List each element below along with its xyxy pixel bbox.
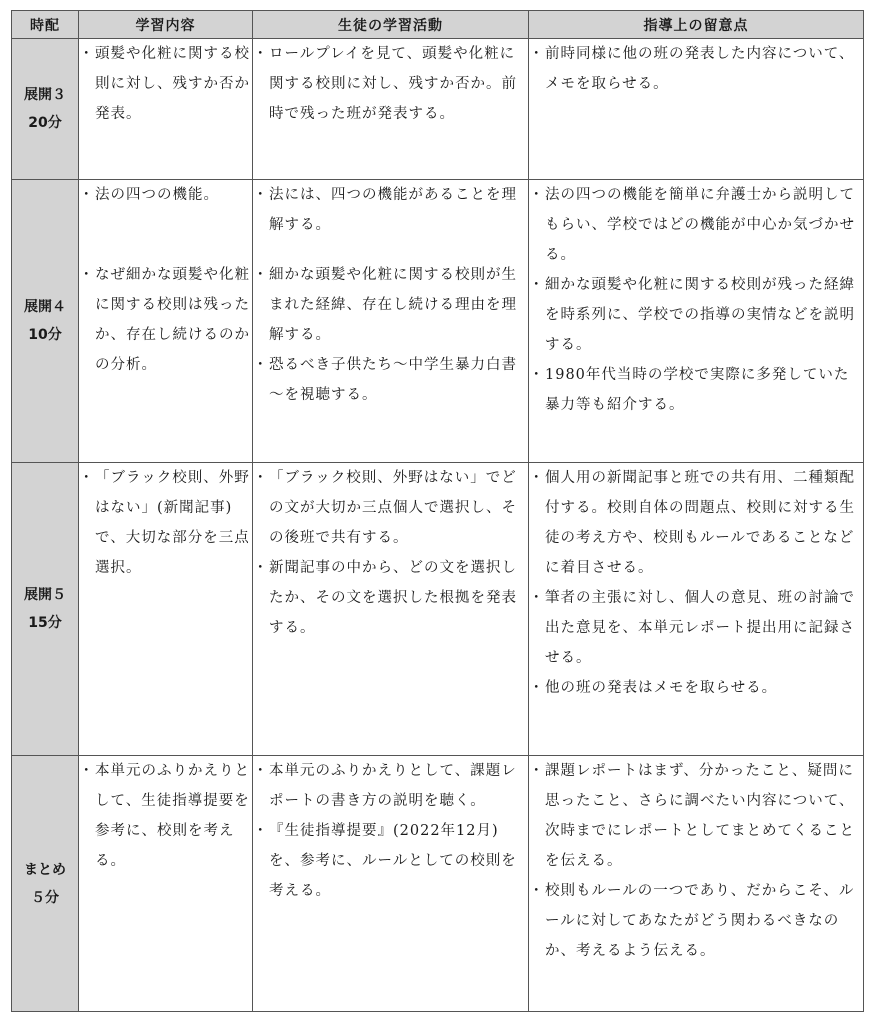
activity-item: ・ ロールプレイを見て、頭髪や化粧に関する校則に対し、残すか否か。前時で残った班が発表する。 [253, 39, 528, 129]
time-cell [12, 756, 79, 1012]
content-cell [79, 463, 253, 756]
content-cell [79, 756, 253, 1012]
table-row-tenkai-4 [12, 180, 864, 463]
activity-cell [253, 39, 529, 180]
notes-item: ・ 細かな頭髪や化粧に関する校則が残った経緯を時系列に、学校での指導の実情などを説明する。 [529, 270, 863, 360]
activity-cell [253, 756, 529, 1012]
notes-item: ・ 法の四つの機能を簡単に弁護士から説明してもらい、学校ではどの機能が中心か気づかせる。 [529, 180, 863, 270]
content-item: ・ 「ブラック校則、外野はない」(新聞記事)で、大切な部分を三点選択。 [79, 463, 252, 583]
header-content: 学習内容 [79, 11, 253, 39]
activity-item: ・ 『生徒指導提要』(2022年12月)を、参考に、ルールとしての校則を考える。 [253, 816, 528, 906]
content-cell [79, 39, 253, 180]
spacer [253, 240, 528, 260]
duration-label: 15分 [28, 615, 62, 631]
time-label: 展開５ [24, 587, 66, 603]
table-row-tenkai-5 [12, 463, 864, 756]
notes-cell [529, 463, 864, 756]
table-row-matome [12, 756, 864, 1012]
content-item: ・ なぜ細かな頭髪や化粧に関する校則は残ったか、存在し続けるのかの分析。 [79, 260, 252, 380]
activity-item: ・ 恐るべき子供たち～中学生暴力白書～を視聴する。 [253, 350, 528, 410]
header-notes: 指導上の留意点 [529, 11, 864, 39]
spacer [79, 210, 252, 260]
time-cell [12, 39, 79, 180]
table-row-tenkai-3 [12, 39, 864, 180]
notes-item: ・ 個人用の新聞記事と班での共有用、二種類配付する。校則自体の問題点、校則に対する生徒の考え方や、校則もルールであることなどに着目させる。 [529, 463, 863, 583]
time-label: まとめ [24, 861, 66, 878]
activity-cell [253, 180, 529, 463]
activity-item: ・ 法には、四つの機能があることを理解する。 [253, 180, 528, 240]
time-cell [12, 463, 79, 756]
activity-cell [253, 463, 529, 756]
notes-cell [529, 39, 864, 180]
header-activity: 生徒の学習活動 [253, 11, 529, 39]
duration-label: 10分 [28, 327, 62, 343]
lesson-plan-table [11, 10, 864, 1012]
notes-item: ・ 筆者の主張に対し、個人の意見、班の討論で出た意見を、本単元レポート提出用に記録させる。 [529, 583, 863, 673]
activity-item: ・ 本単元のふりかえりとして、課題レポートの書き方の説明を聴く。 [253, 756, 528, 816]
time-label: 展開４ [24, 299, 66, 315]
content-cell [79, 180, 253, 463]
content-item: ・ 頭髪や化粧に関する校則に対し、残すか否か発表。 [79, 39, 252, 129]
header-row [12, 11, 864, 39]
header-time: 時配 [12, 11, 79, 39]
activity-item: ・ 新聞記事の中から、どの文を選択したか、その文を選択した根拠を発表する。 [253, 553, 528, 643]
content-item: ・ 本単元のふりかえりとして、生徒指導提要を参考に、校則を考える。 [79, 756, 252, 876]
notes-item: ・ 校則もルールの一つであり、だからこそ、ルールに対してあなたがどう関わるべきなのか、考えるよう伝える。 [529, 876, 863, 966]
duration-label: ５分 [31, 889, 59, 906]
time-cell [12, 180, 79, 463]
content-item: ・ 法の四つの機能。 [79, 180, 252, 210]
notes-item: ・ 他の班の発表はメモを取らせる。 [529, 673, 863, 703]
notes-cell [529, 180, 864, 463]
notes-item: ・ 1980年代当時の学校で実際に多発していた暴力等も紹介する。 [529, 360, 863, 420]
notes-item: ・ 課題レポートはまず、分かったこと、疑問に思ったこと、さらに調べたい内容について、次時までにレポートとしてまとめてくることを伝える。 [529, 756, 863, 876]
time-label: 展開３ [24, 87, 66, 103]
notes-cell [529, 756, 864, 1012]
notes-item: ・ 前時同様に他の班の発表した内容について、メモを取らせる。 [529, 39, 863, 99]
duration-label: 20分 [28, 115, 62, 131]
activity-item: ・ 細かな頭髪や化粧に関する校則が生まれた経緯、存在し続ける理由を理解する。 [253, 260, 528, 350]
activity-item: ・ 「ブラック校則、外野はない」でどの文が大切か三点個人で選択し、その後班で共有する。 [253, 463, 528, 553]
